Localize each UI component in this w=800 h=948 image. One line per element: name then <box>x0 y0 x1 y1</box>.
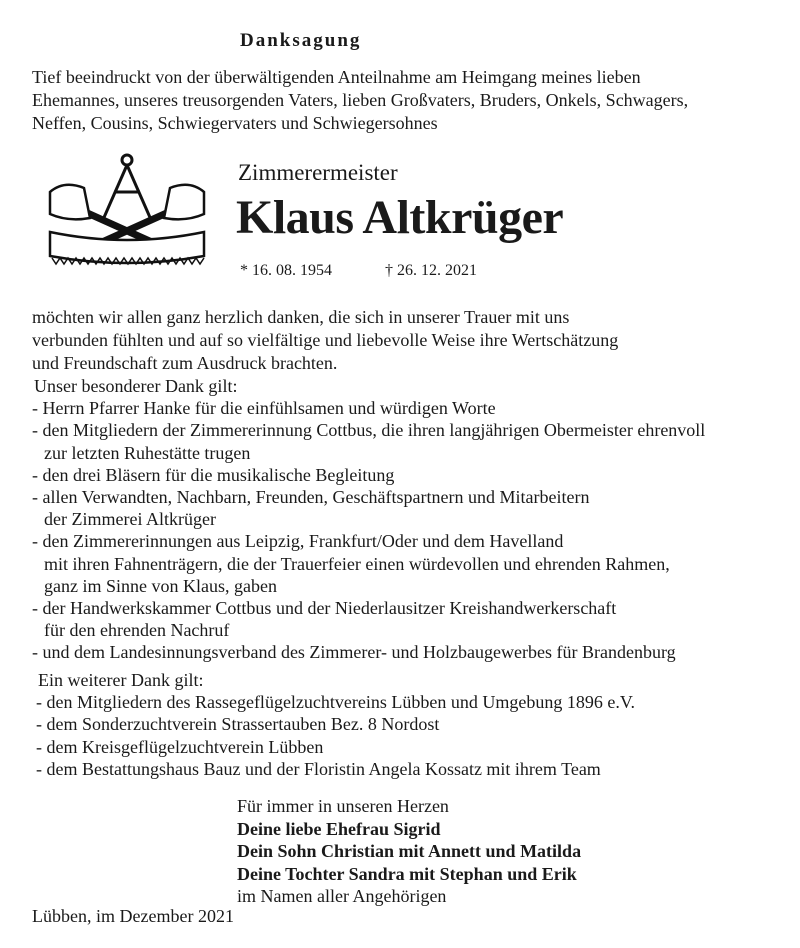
place-date: Lübben, im Dezember 2021 <box>32 906 234 926</box>
list-item: - den Zimmererinnungen aus Leipzig, Frankfurt/Oder und dem Havelland <box>32 531 564 552</box>
section-heading: Unser besonderer Dank gilt: <box>34 376 238 396</box>
special-thanks-section <box>32 375 705 664</box>
signatory: Deine Tochter Sandra mit Stephan und Erik <box>237 863 577 884</box>
thanks-paragraph <box>32 306 618 375</box>
list-item: ganz im Sinne von Klaus, gaben <box>44 575 277 596</box>
intro-line: Neffen, Cousins, Schwiegervaters und Schwiegersohnes <box>32 113 438 133</box>
carpenter-guild-emblem-icon <box>44 152 210 274</box>
signatory: Deine liebe Ehefrau Sigrid <box>237 818 441 839</box>
list-item: - und dem Landesinnungsverband des Zimmerer- und Holzbaugewerbes für Brandenburg <box>32 642 676 663</box>
further-thanks-section <box>36 669 635 780</box>
notice-title: Danksagung <box>240 30 362 51</box>
list-item: mit ihren Fahnenträgern, die der Trauerfeier einen würdevollen und ehrenden Rahmen, <box>44 553 670 574</box>
list-item: - allen Verwandten, Nachbarn, Freunden, Geschäftspartnern und Mitarbeitern <box>32 487 590 508</box>
intro-line: Ehemannes, unseres treusorgenden Vaters, lieben Großvaters, Bruders, Onkels, Schwagers, <box>32 90 689 110</box>
list-item: - den Mitgliedern des Rassegeflügelzuchtvereins Lübben und Umgebung 1896 e.V. <box>36 692 636 713</box>
closing-intro: Für immer in unseren Herzen <box>237 796 449 816</box>
list-item: der Zimmerei Altkrüger <box>44 509 216 530</box>
list-item: - Herrn Pfarrer Hanke für die einfühlsamen und würdigen Worte <box>32 398 496 419</box>
list-item: - den drei Bläsern für die musikalische Begleitung <box>32 464 395 485</box>
list-item: - dem Bestattungshaus Bauz und der Floristin Angela Kossatz mit ihrem Team <box>36 758 601 779</box>
list-item: - der Handwerkskammer Cottbus und der Niederlausitzer Kreishandwerkerschaft <box>32 598 617 619</box>
list-item: - dem Kreisgeflügelzuchtverein Lübben <box>36 736 324 757</box>
birth-date: * 16. 08. 1954 <box>240 262 332 279</box>
list-item: - den Mitgliedern der Zimmererinnung Cottbus, die ihren langjährigen Obermeister ehrenvoll <box>32 420 706 441</box>
deceased-profession: Zimmerermeister <box>238 160 398 185</box>
closing-outro: im Namen aller Angehörigen <box>237 886 447 906</box>
list-item: zur letzten Ruhestätte trugen <box>44 442 251 463</box>
intro-text <box>32 66 688 135</box>
section-heading: Ein weiterer Dank gilt: <box>38 670 204 690</box>
paragraph-line: und Freundschaft zum Ausdruck brachten. <box>32 353 338 373</box>
list-item: für den ehrenden Nachruf <box>44 620 230 641</box>
list-item: - dem Sonderzuchtverein Strassertauben Bez. 8 Nordost <box>36 714 440 735</box>
death-date: † 26. 12. 2021 <box>385 262 477 279</box>
paragraph-line: verbunden fühlten und auf so vielfältige und liebevolle Weise ihre Wertschätzung <box>32 330 619 350</box>
deceased-name: Klaus Altkrüger <box>236 191 564 244</box>
closing-signature <box>237 795 581 908</box>
paragraph-line: möchten wir allen ganz herzlich danken, die sich in unserer Trauer mit uns <box>32 307 570 327</box>
intro-line: Tief beeindruckt von der überwältigenden Anteilnahme am Heimgang meines lieben <box>32 67 641 87</box>
signatory: Dein Sohn Christian mit Annett und Matilda <box>237 841 582 861</box>
